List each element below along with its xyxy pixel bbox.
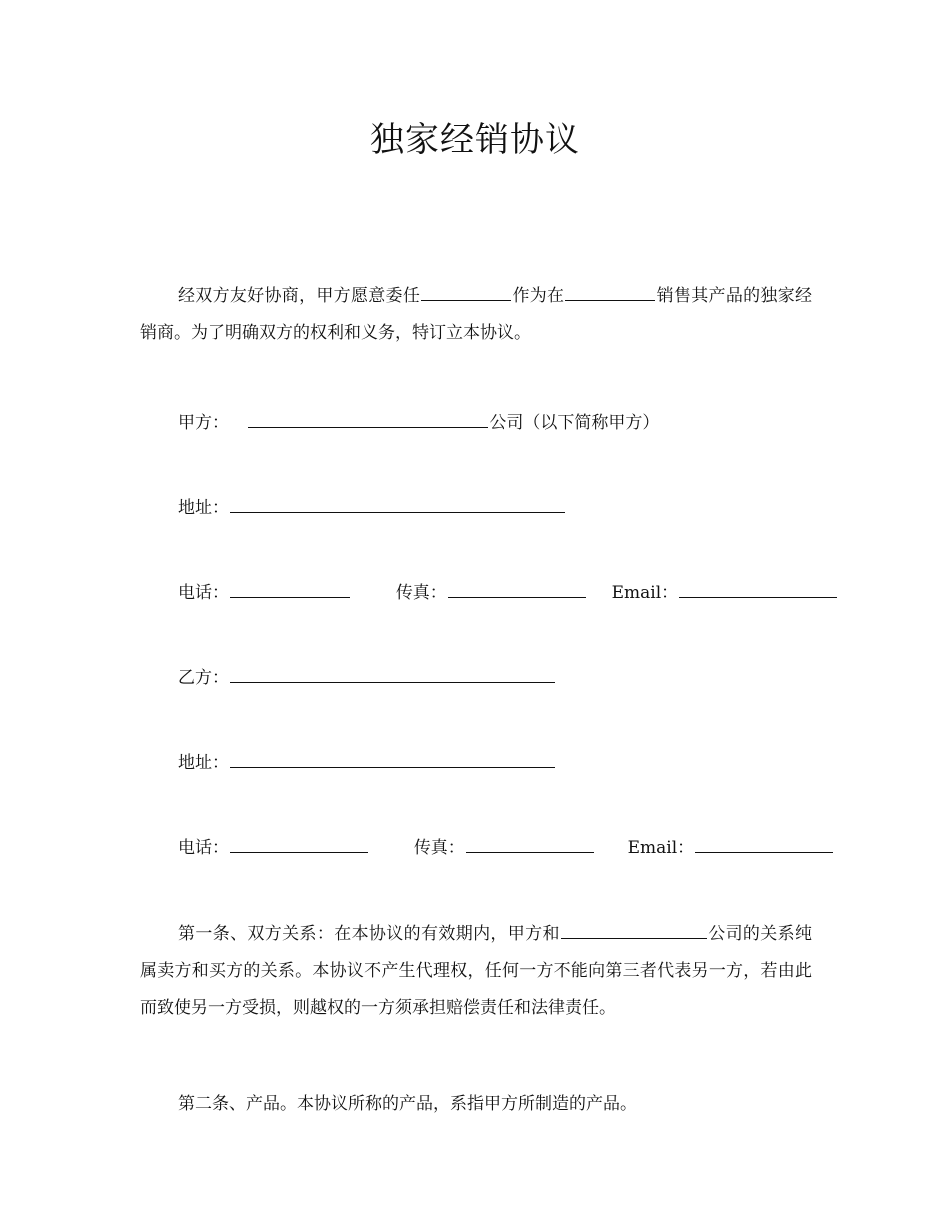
article-1-paragraph [140, 916, 812, 1027]
party-a-label: 甲方： [178, 413, 229, 433]
party-b-label: 乙方： [178, 668, 229, 688]
party-a-line [178, 409, 659, 435]
article-1-text-1: 第一条、双方关系：在本协议的有效期内，甲方和 [178, 924, 560, 944]
document-title: 独家经销协议 [370, 120, 580, 160]
article-2-text: 第二条、产品。本协议所称的产品，系指甲方所制造的产品。 [178, 1094, 637, 1114]
party-a-address-label: 地址： [178, 498, 229, 518]
party-a-phone-label: 电话： [178, 583, 229, 603]
party-a-address-line [178, 494, 566, 520]
party-b-fax-blank[interactable] [466, 834, 594, 853]
party-b-address-blank[interactable] [230, 749, 555, 768]
party-a-fax-blank[interactable] [448, 579, 586, 598]
territory-blank[interactable] [565, 282, 655, 301]
intro-text-3: 销售其产品的独家经销商。为了明确双方的权利和义务，特订立本协议。 [140, 286, 813, 343]
party-a-phone-blank[interactable] [230, 579, 350, 598]
party-a-fax-label: 传真： [395, 583, 447, 603]
intro-text-2: 作为在 [512, 286, 565, 306]
party-b-fax-label: 传真： [413, 838, 465, 858]
party-b-contact-line [178, 834, 812, 860]
article-2-paragraph [140, 1086, 812, 1123]
article-1-company-blank[interactable] [561, 920, 707, 939]
party-a-email-label: Email： [611, 583, 679, 603]
party-b-phone-label: 电话： [178, 838, 229, 858]
party-b-address-line [178, 749, 556, 775]
party-a-address-blank[interactable] [230, 494, 565, 513]
intro-text-1: 经双方友好协商，甲方愿意委任 [178, 286, 421, 306]
party-b-line [178, 664, 556, 690]
party-a-contact-line [178, 579, 812, 605]
party-b-address-label: 地址： [178, 753, 229, 773]
party-b-email-label: Email： [627, 838, 695, 858]
intro-paragraph [140, 278, 812, 352]
party-a-name-blank[interactable] [248, 409, 488, 428]
party-b-email-blank[interactable] [695, 834, 833, 853]
article-1-text-2: 公司的关系纯属卖方和买方的关系。本协议不产生代理权，任何一方不能向第三者代表另一方，若由此而致使另一方受损，则越权的一方须承担赔偿责任和法律责任。 [140, 924, 813, 1018]
party-a-suffix: 公司（以下简称甲方） [489, 413, 660, 433]
party-b-name-blank[interactable] [230, 664, 555, 683]
appointee-blank[interactable] [421, 282, 511, 301]
party-a-email-blank[interactable] [679, 579, 837, 598]
party-b-phone-blank[interactable] [230, 834, 368, 853]
